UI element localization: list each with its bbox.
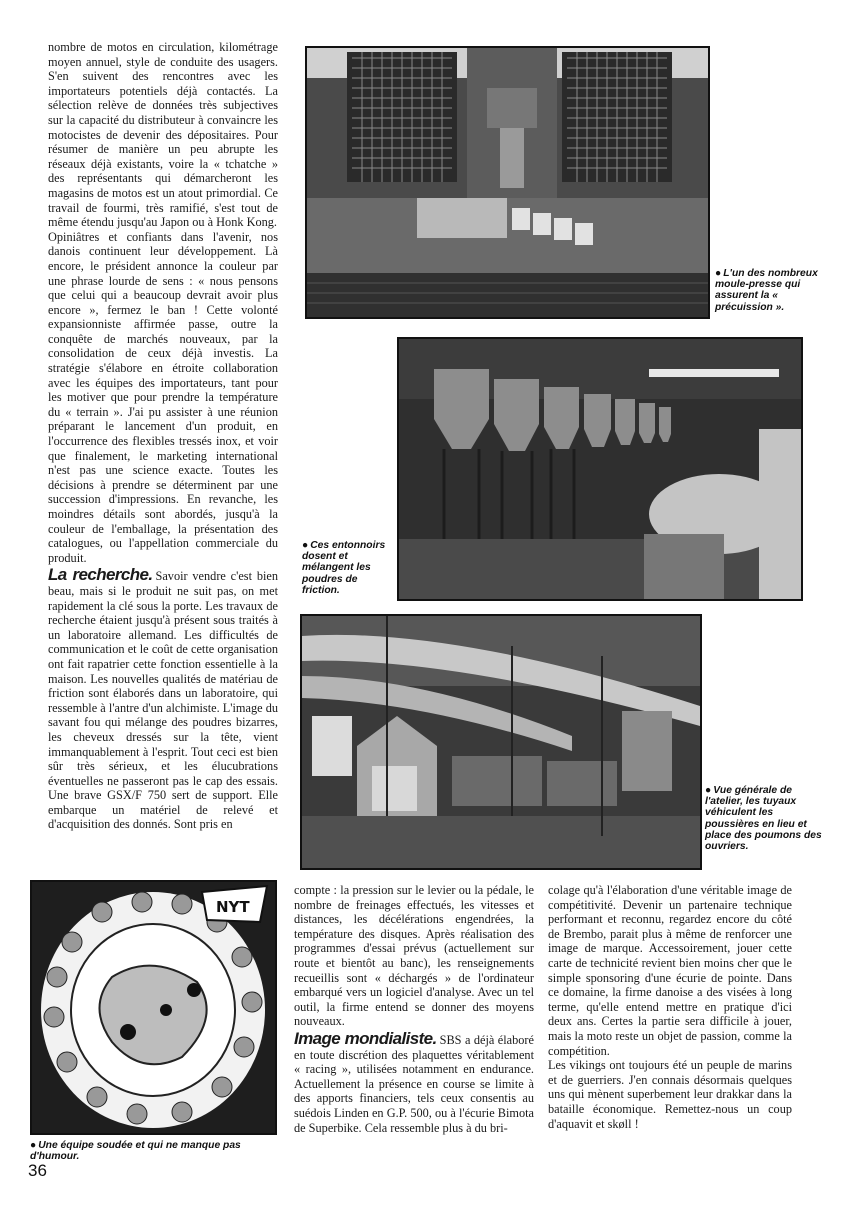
- caption-text: L'un des nombreux moule-presse qui assurent la « précuission ».: [715, 268, 818, 313]
- caption-text: Une équipe soudée et qui ne manque pas d'humour.: [30, 1140, 241, 1163]
- section-image: [294, 1028, 534, 1135]
- section-heading: Image mondialiste.: [294, 1028, 437, 1048]
- paragraph: colage qu'à l'élaboration d'une véritable image de compétitivité. Devenir un partenaire technique performant et reconnu, regardez encore du côté de Brembo, parait plus à même de renforcer une image de marque. Accessoirement, jouer cette carte de technicité revient bien moins cher que le simple sponsoring d'une écurie de pointe. Dans ce domaine, la firme danoise a des visées à long terme, qu'elle entend mettre en pratique d'ici deux ans. Certes la partie sera difficile à jouer, mais la moto reste un objet de passion, comme la compétition.: [548, 883, 792, 1058]
- bullet-icon: ●: [302, 540, 309, 551]
- page-number: 36: [28, 1161, 47, 1180]
- section-heading: La recherche.: [48, 565, 153, 585]
- cartoon-badge: NYT: [216, 898, 250, 916]
- workshop-caption: [705, 785, 823, 852]
- bullet-icon: ●: [715, 268, 722, 279]
- paragraph: nombre de motos en circulation, kilométrage moyen annuel, style de conduite des usagers. S'en suivent des rencontres avec les importateurs potentiels déjà contactés. La sélection relève de données très subjectives sur la capacité du distributeur à convaincre les motocistes de devenir des dépositaires. Pour résumer de manière un peu abrupte les réseaux déjà existants, voire la « tchatche » des représentants qui démarcheront les magasins de motos est un atout primordial. Ce travail de fourmi, très ramifié, s'est tout de même étendu jusqu'au Japon ou à Honk Kong.: [48, 40, 278, 230]
- column-3-text: [548, 883, 792, 1131]
- paragraph: Opiniâtres et confiants dans l'avenir, nos danois continuent leur développement. Là encore, le président annonce la couleur par une phrase lourde de sens : « nous pensons que celui qui a beaucoup devrait avoir plus encore », fermez le ban ! Cette volonté expansionniste affirmée passe, outre la conquête de marchés nouveaux, par la consolidation de ceux déjà investis. La stratégie s'élabore en étroite collaboration avec les équipes des importateurs, tant pour les motiver que pour prendre la température du « terrain ». J'ai pu assister à une réunion préparant le lancement d'un produit, en l'occurrence des flexibles tressés inox, et voir que finalement, le marketing international n'est pas une science exacte. Toutes les décisions à prendre se déterminent par une succession d'impressions. En revanche, les moindres détails sont abordés, jusqu'à la couleur de l'emballage, la présentation des catalogues, ou l'appellation commerciale du produit.: [48, 229, 278, 565]
- press-photo: [305, 46, 710, 319]
- paragraph: Les vikings ont toujours été un peuple de marins et de guerriers. J'en connais désormais quelques uns qui mènent superbement leur drakkar dans la bataille économique. Remettez-nous un coup d'aquavit et skøll !: [548, 1058, 792, 1131]
- caption-text: Vue générale de l'atelier, les tuyaux véhiculent les poussières en lieu et place des poumons des ouvriers.: [705, 785, 822, 853]
- section-text: SBS a déjà élaboré en toute discrétion des plaquettes véritablement « racing », utilisées notamment en endurance. Actuellement la présence en course se limite à des apports financiers, tels ceux consentis au suédois Linden en G.P. 500, ou à l'écurie Bimota de Superbike. Cela ressemble plus à du bri-: [294, 1032, 534, 1135]
- caption-text: Ces entonnoirs dosent et mélangent les poudres de friction.: [302, 540, 386, 596]
- section-text: Savoir vendre c'est bien beau, mais si le produit ne suit pas, on met rapidement la clé sous la porte. Les travaux de recherche étaient jusqu'à présent sous traités à un laboratoire allemand. Les difficultés de communication et le coût de cette organisation ont fait rapatrier cette fonction essentielle à la maison. Les nouvelles qualités de matériau de friction sont élaborés dans un laboratoire, qui ressemble à l'antre d'un alchimiste. L'image du savant fou qui mélange des poudres bizarres, les cheveux dressés sur la tête, vient immanquablement à l'esprit. Tout ceci est bien sûr très sérieux, et les élucubrations éventuelles ne passeront pas le cap des essais. Une brave GSX/F 750 sert de support. Elle embarque un matériel de relevé et d'acquisition des donnés. Sont pris en: [48, 569, 278, 832]
- bullet-icon: ●: [30, 1140, 37, 1151]
- team-caption: [30, 1140, 280, 1162]
- section-recherche: [48, 565, 278, 832]
- funnels-photo: [397, 337, 803, 601]
- team-cartoon: [30, 880, 277, 1135]
- column-1-text: [48, 40, 278, 832]
- column-2-text: [294, 883, 534, 1135]
- funnels-caption: [302, 540, 395, 596]
- workshop-photo: [300, 614, 702, 870]
- bullet-icon: ●: [705, 785, 712, 796]
- press-caption: [715, 268, 823, 313]
- paragraph: compte : la pression sur le levier ou la pédale, le nombre de freinages effectués, les vitesses et distances, les décélérations engendrées, la température des disques. Après réalisation des programmes d'essai prévus (actuellement sur route et bientôt au banc), les renseignements recueillis sont « déchargés » de l'ordinateur embarqué vers un logiciel d'analyse. Avec un tel outil, la firme entend se donner des moyens nouveaux.: [294, 883, 534, 1029]
